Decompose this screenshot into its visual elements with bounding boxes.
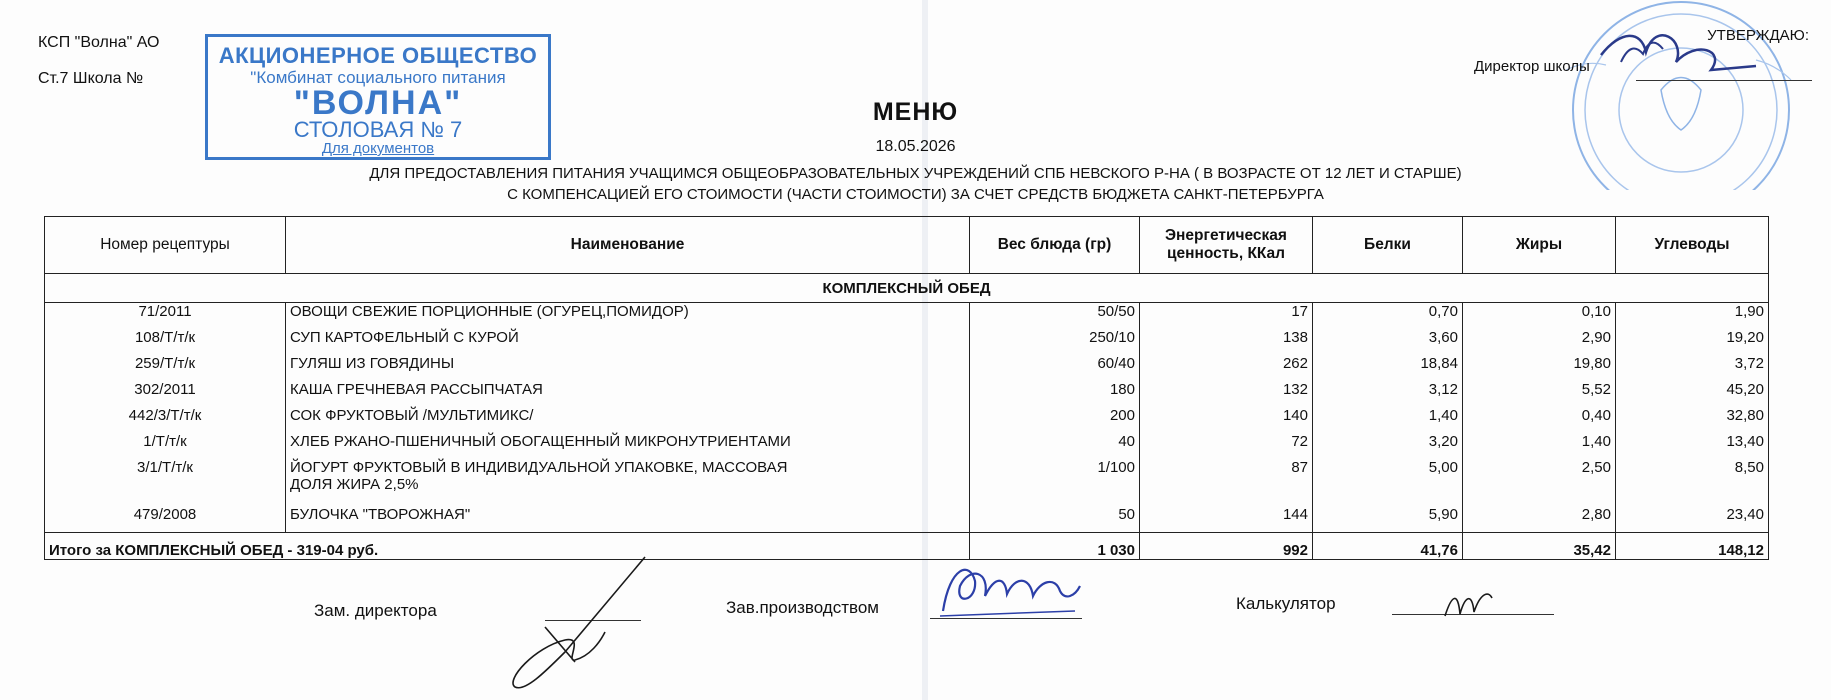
cell-name: БУЛОЧКА "ТВОРОЖНАЯ" [286,506,970,533]
header-fat: Жиры [1463,217,1616,274]
total-label: Итого за КОМПЛЕКСНЫЙ ОБЕД - 319-04 руб. [45,533,970,560]
header-protein: Белки [1313,217,1463,274]
cell-weight: 60/40 [970,355,1140,381]
cell-fat: 19,80 [1463,355,1616,381]
director-label: Директор школы [1474,58,1590,75]
cell-fat: 0,10 [1463,303,1616,330]
production-signature [935,556,1085,626]
header-weight: Вес блюда (гр) [970,217,1140,274]
cell-recipe: 442/3/Т/т/к [45,407,286,433]
cell-recipe: 3/1/Т/т/к [45,459,286,506]
header-energy: Энергетическая ценность, ККал [1140,217,1313,274]
cell-energy: 87 [1140,459,1313,506]
table-row [45,381,1769,407]
total-row [45,533,1769,560]
cell-name: СОК ФРУКТОВЫЙ /МУЛЬТИМИКС/ [286,407,970,433]
cell-energy: 72 [1140,433,1313,459]
cell-protein: 5,00 [1313,459,1463,506]
cell-recipe: 302/2011 [45,381,286,407]
cell-fat: 1,40 [1463,433,1616,459]
cell-recipe: 108/Т/т/к [45,329,286,355]
cell-fat: 2,90 [1463,329,1616,355]
cell-energy: 140 [1140,407,1313,433]
cell-carbs: 13,40 [1616,433,1769,459]
cell-name: КАША ГРЕЧНЕВАЯ РАССЫПЧАТАЯ [286,381,970,407]
cell-weight: 40 [970,433,1140,459]
cell-protein: 1,40 [1313,407,1463,433]
cell-weight: 50/50 [970,303,1140,330]
cell-protein: 5,90 [1313,506,1463,533]
calculator-label: Калькулятор [1236,594,1336,613]
cell-name: ГУЛЯШ ИЗ ГОВЯДИНЫ [286,355,970,381]
subtitle-line-2: С КОМПЕНСАЦИЕЙ ЕГО СТОИМОСТИ (ЧАСТИ СТОИМОСТИ) ЗА СЧЕТ СРЕДСТВ БЮДЖЕТА САНКТ-ПЕТЕРБУРГА [507,186,1324,203]
total-carbs: 148,12 [1616,533,1769,560]
table-row [45,407,1769,433]
director-signature-line [1636,80,1812,81]
cell-recipe: 259/Т/т/к [45,355,286,381]
section-row [45,274,1769,303]
total-protein: 41,76 [1313,533,1463,560]
table-row [45,303,1769,330]
cell-protein: 18,84 [1313,355,1463,381]
cell-weight: 180 [970,381,1140,407]
cell-carbs: 3,72 [1616,355,1769,381]
table-row [45,329,1769,355]
cell-carbs: 32,80 [1616,407,1769,433]
stamp-line-5: Для документов [321,140,435,157]
table-row [45,506,1769,533]
cell-protein: 3,20 [1313,433,1463,459]
section-title: КОМПЛЕКСНЫЙ ОБЕД [45,274,1769,303]
total-weight: 1 030 [970,533,1140,560]
cell-weight: 200 [970,407,1140,433]
cell-energy: 144 [1140,506,1313,533]
cell-fat: 2,50 [1463,459,1616,506]
organization-name: КСП "Волна" АО [38,34,160,51]
cell-fat: 0,40 [1463,407,1616,433]
cell-name: ОВОЩИ СВЕЖИЕ ПОРЦИОННЫЕ (ОГУРЕЦ,ПОМИДОР) [286,303,970,330]
menu-table [44,216,1769,560]
table-header-row [45,217,1769,274]
cell-name: ХЛЕБ РЖАНО-ПШЕНИЧНЫЙ ОБОГАЩЕННЫЙ МИКРОНУТРИЕНТАМИ [286,433,970,459]
cell-carbs: 23,40 [1616,506,1769,533]
stamp-line-3: "ВОЛНА" [293,84,463,122]
cell-recipe: 479/2008 [45,506,286,533]
cell-energy: 138 [1140,329,1313,355]
stamp-line-4: СТОЛОВАЯ № 7 [293,117,463,142]
header-carbs: Углеводы [1616,217,1769,274]
cell-energy: 17 [1140,303,1313,330]
cell-carbs: 8,50 [1616,459,1769,506]
cell-name: ЙОГУРТ ФРУКТОВЫЙ В ИНДИВИДУАЛЬНОЙ УПАКОВКЕ, МАССОВАЯ ДОЛЯ ЖИРА 2,5% [286,459,970,506]
approve-label: УТВЕРЖДАЮ: [1707,27,1809,44]
page-title: МЕНЮ [872,98,959,126]
cell-carbs: 19,20 [1616,329,1769,355]
cell-recipe: 71/2011 [45,303,286,330]
cell-protein: 3,60 [1313,329,1463,355]
cell-fat: 5,52 [1463,381,1616,407]
department-label: Ст.7 Школа № [38,70,144,87]
header-recipe: Номер рецептуры [45,217,286,274]
cell-name: СУП КАРТОФЕЛЬНЫЙ С КУРОЙ [286,329,970,355]
cell-carbs: 45,20 [1616,381,1769,407]
cell-fat: 2,80 [1463,506,1616,533]
calculator-signature [1440,586,1520,620]
cell-protein: 0,70 [1313,303,1463,330]
menu-date: 18.05.2026 [875,138,956,155]
cell-carbs: 1,90 [1616,303,1769,330]
cell-weight: 1/100 [970,459,1140,506]
table-row [45,355,1769,381]
production-manager-label: Зав.производством [726,598,879,617]
total-energy: 992 [1140,533,1313,560]
cell-weight: 250/10 [970,329,1140,355]
deputy-director-label: Зам. директора [314,601,437,620]
cell-protein: 3,12 [1313,381,1463,407]
cell-recipe: 1/Т/т/к [45,433,286,459]
total-fat: 35,42 [1463,533,1616,560]
subtitle-line-1: ДЛЯ ПРЕДОСТАВЛЕНИЯ ПИТАНИЯ УЧАЩИМСЯ ОБЩЕОБРАЗОВАТЕЛЬНЫХ УЧРЕЖДЕНИЙ СПБ НЕВСКОГО Р-НА ( В ВОЗРАСТЕ ОТ 12 ЛЕТ И СТАРШЕ) [369,165,1462,182]
stamp-line-2: "Комбинат социального питания [250,68,506,87]
table-row [45,433,1769,459]
cell-energy: 262 [1140,355,1313,381]
stamp-line-1: АКЦИОНЕРНОЕ ОБЩЕСТВО [218,43,538,68]
cell-weight: 50 [970,506,1140,533]
header-name: Наименование [286,217,970,274]
table-row [45,459,1769,506]
cell-energy: 132 [1140,381,1313,407]
deputy-signature [505,552,655,700]
